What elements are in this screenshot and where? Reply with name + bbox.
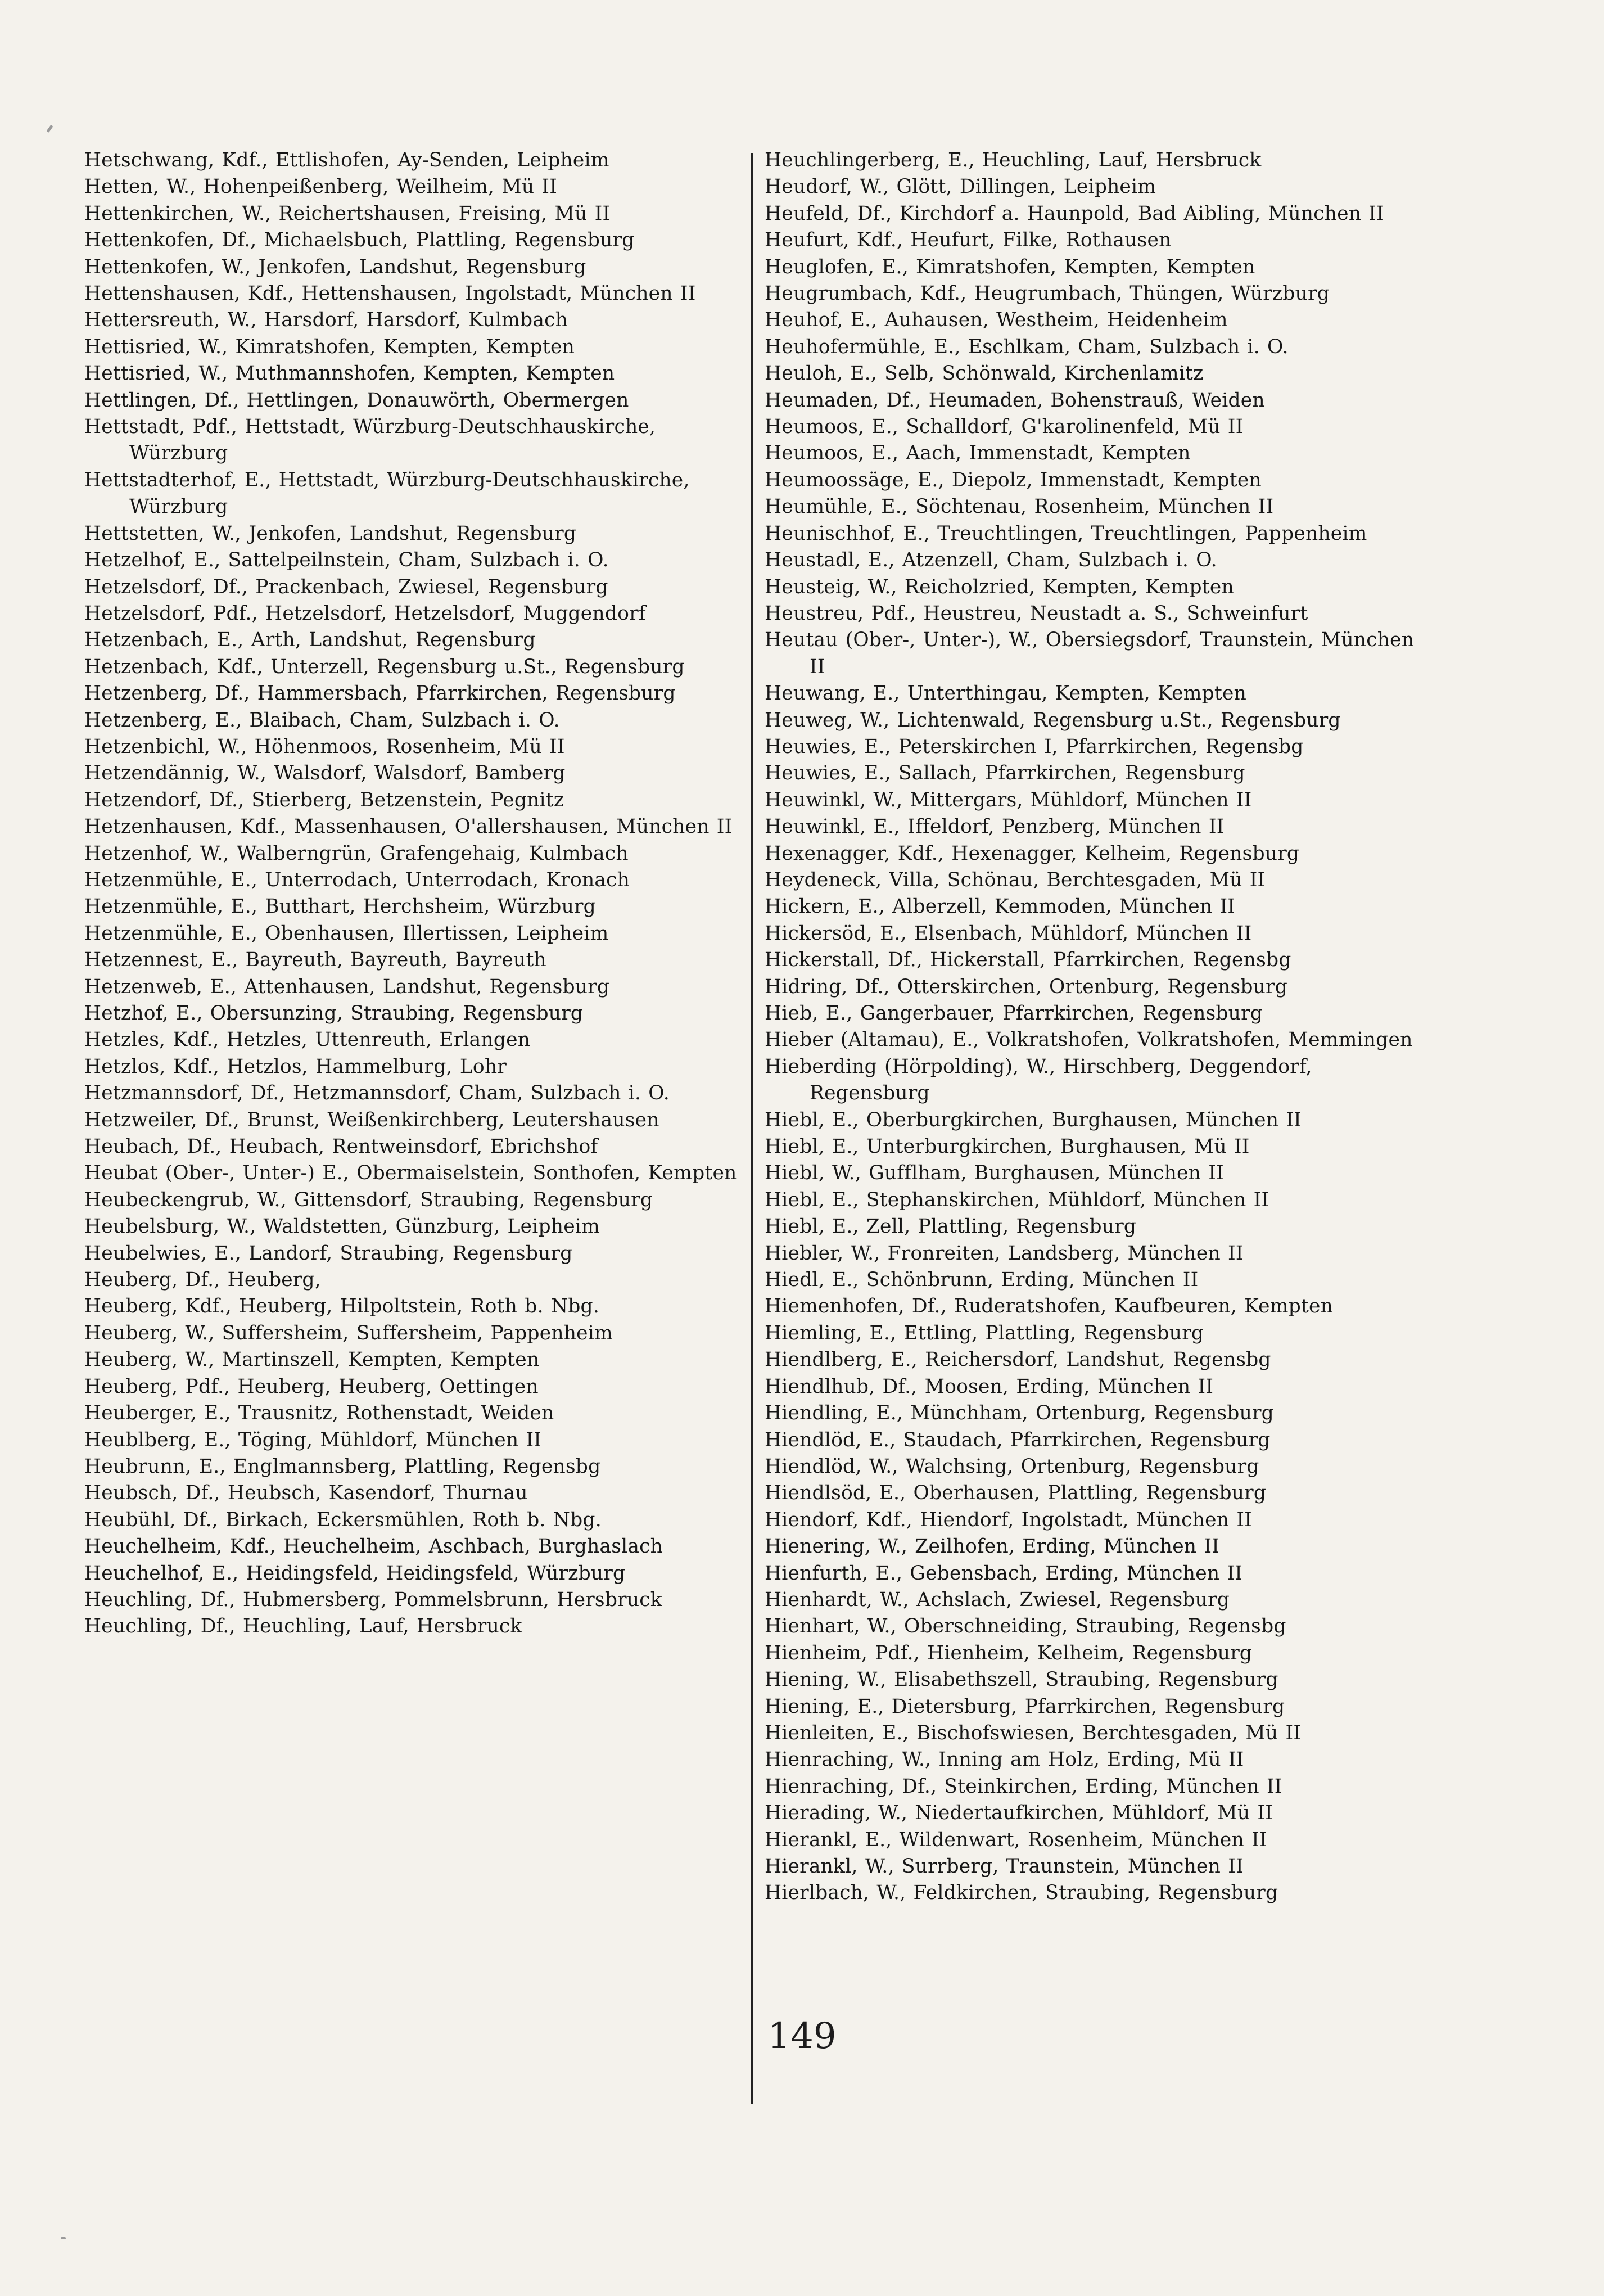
gazetteer-entry: Hetzenweb, E., Attenhausen, Landshut, Regensburg [84, 975, 610, 998]
gazetteer-entry: Heubelsburg, W., Waldstetten, Günzburg, Leipheim [84, 1215, 600, 1238]
gazetteer-entry: Hickersöd, E., Elsenbach, Mühldorf, München II [765, 922, 1252, 945]
gazetteer-entry: Heuchlingerberg, E., Heuchling, Lauf, Hersbruck [765, 149, 1262, 172]
gazetteer-entry: Hetschwang, Kdf., Ettlishofen, Ay-Senden, Leipheim [84, 149, 609, 172]
gazetteer-entry: Heuberg, W., Suffersheim, Suffersheim, Pappenheim [84, 1321, 613, 1345]
gazetteer-entry: Hetzelsdorf, Pdf., Hetzelsdorf, Hetzelsdorf, Muggendorf [84, 602, 646, 625]
gazetteer-entry: Hetzenbach, Kdf., Unterzell, Regensburg u.St., Regensburg [84, 655, 685, 678]
gazetteer-entry: Hetten, W., Hohenpeißenberg, Weilheim, Mü II [84, 175, 558, 199]
gazetteer-entry: Hieber (Altamau), E., Volkratshofen, Volkratshofen, Memmingen [765, 1029, 1413, 1052]
gazetteer-entry: Hettstadterhof, E., Hettstadt, Würzburg-Deutschhauskirche, Würzburg [84, 468, 690, 518]
gazetteer-entry: Hiening, W., Elisabethszell, Straubing, Regensburg [765, 1668, 1278, 1691]
gazetteer-entry: Hienfurth, E., Gebensbach, Erding, München II [765, 1562, 1243, 1585]
gazetteer-entry: Hiebl, E., Unterburgkirchen, Burghausen, Mü II [765, 1135, 1250, 1158]
gazetteer-entry: Heuchelheim, Kdf., Heuchelheim, Aschbach, Burghaslach [84, 1535, 663, 1558]
gazetteer-entry: Heuwinkl, E., Iffeldorf, Penzberg, München II [765, 815, 1225, 838]
scan-speck [46, 125, 53, 133]
gazetteer-entry: Heusteig, W., Reicholzried, Kempten, Kempten [765, 575, 1234, 598]
scan-speck [61, 2237, 66, 2239]
gazetteer-entry: Heuberg, Pdf., Heuberg, Heuberg, Oettingen [84, 1375, 539, 1398]
gazetteer-entry: Hetzenbichl, W., Höhenmoos, Rosenheim, Mü II [84, 735, 565, 758]
gazetteer-entry: Heuberg, Df., Heuberg, [84, 1269, 322, 1292]
gazetteer-entry: Hetzenbach, E., Arth, Landshut, Regensburg [84, 629, 536, 652]
gazetteer-entry: Hettlingen, Df., Hettlingen, Donauwörth, Obermergen [84, 389, 629, 412]
left-column [84, 147, 739, 1640]
gazetteer-entry: Heydeneck, Villa, Schönau, Berchtesgaden, Mü II [765, 868, 1266, 891]
gazetteer-entry: Hexenagger, Kdf., Hexenagger, Kelheim, Regensburg [765, 842, 1300, 865]
gazetteer-entry: Hetzlos, Kdf., Hetzlos, Hammelburg, Lohr [84, 1055, 507, 1078]
column-divider [751, 153, 753, 2104]
gazetteer-entry: Hetzenmühle, E., Butthart, Herchsheim, Würzburg [84, 895, 596, 918]
gazetteer-entry: Hetzendorf, Df., Stierberg, Betzenstein, Pegnitz [84, 788, 564, 811]
gazetteer-entry: Hettenkofen, Df., Michaelsbuch, Plattling, Regensburg [84, 229, 635, 252]
gazetteer-entry: Heumoossäge, E., Diepolz, Immenstadt, Kempten [765, 468, 1262, 491]
gazetteer-entry: Hienhart, W., Oberschneiding, Straubing, Regensbg [765, 1615, 1286, 1638]
gazetteer-entry: Hetzenberg, E., Blaibach, Cham, Sulzbach i. O. [84, 709, 560, 732]
gazetteer-entry: Hetzweiler, Df., Brunst, Weißenkirchberg, Leutershausen [84, 1108, 659, 1131]
gazetteer-entry: Heuberg, W., Martinszell, Kempten, Kempten [84, 1348, 540, 1372]
gazetteer-entry: Hettisried, W., Kimratshofen, Kempten, Kempten [84, 335, 575, 358]
gazetteer-entry: Heustreu, Pdf., Heustreu, Neustadt a. S., Schweinfurt [765, 602, 1308, 625]
gazetteer-entry: Hetzenberg, Df., Hammersbach, Pfarrkirchen, Regensburg [84, 682, 676, 705]
gazetteer-entry: Hiendlöd, E., Staudach, Pfarrkirchen, Regensburg [765, 1428, 1271, 1451]
gazetteer-entry: Hieb, E., Gangerbauer, Pfarrkirchen, Regensburg [765, 1002, 1263, 1025]
right-column [765, 147, 1420, 1907]
gazetteer-entry: Hiendling, E., Münchham, Ortenburg, Regensburg [765, 1402, 1274, 1425]
gazetteer-entry: Hiendlsöd, E., Oberhausen, Plattling, Regensburg [765, 1482, 1267, 1505]
gazetteer-entry: Hetzenmühle, E., Obenhausen, Illertissen, Leipheim [84, 922, 609, 945]
gazetteer-entry: Heuwang, E., Unterthingau, Kempten, Kempten [765, 682, 1247, 705]
gazetteer-entry: Heuwinkl, W., Mittergars, Mühldorf, München II [765, 788, 1252, 811]
gazetteer-entry: Heuberg, Kdf., Heuberg, Hilpoltstein, Roth b. Nbg. [84, 1295, 599, 1318]
gazetteer-entry: Heuchling, Df., Heuchling, Lauf, Hersbruck [84, 1615, 522, 1638]
gazetteer-entry: Heuwies, E., Sallach, Pfarrkirchen, Regensburg [765, 762, 1245, 785]
gazetteer-entry: Hierankl, E., Wildenwart, Rosenheim, München II [765, 1828, 1267, 1851]
gazetteer-entry: Heubsch, Df., Heubsch, Kasendorf, Thurnau [84, 1482, 528, 1505]
gazetteer-entry: Hickern, E., Alberzell, Kemmoden, München II [765, 895, 1236, 918]
gazetteer-entry: Hettenkirchen, W., Reichertshausen, Freising, Mü II [84, 202, 611, 225]
gazetteer-entry: Heufurt, Kdf., Heufurt, Filke, Rothausen [765, 229, 1172, 252]
gazetteer-entry: Hienhardt, W., Achslach, Zwiesel, Regensburg [765, 1588, 1230, 1611]
gazetteer-entry: Hienleiten, E., Bischofswiesen, Berchtesgaden, Mü II [765, 1721, 1302, 1744]
page-number: 149 [767, 2015, 837, 2057]
gazetteer-entry: Heumoos, E., Schalldorf, G'karolinenfeld, Mü II [765, 416, 1244, 439]
gazetteer-entry: Hetzenmühle, E., Unterrodach, Unterrodach, Kronach [84, 868, 630, 891]
gazetteer-entry: Hetzendännig, W., Walsdorf, Walsdorf, Bamberg [84, 762, 566, 785]
gazetteer-entry: Heuweg, W., Lichtenwald, Regensburg u.St., Regensburg [765, 709, 1341, 732]
gazetteer-entry: Heustadl, E., Atzenzell, Cham, Sulzbach i. O. [765, 549, 1217, 572]
gazetteer-entry: Heumoos, E., Aach, Immenstadt, Kempten [765, 442, 1191, 465]
gazetteer-entry: Heugrumbach, Kdf., Heugrumbach, Thüngen, Würzburg [765, 282, 1330, 305]
gazetteer-entry: Heuchelhof, E., Heidingsfeld, Heidingsfeld, Würzburg [84, 1562, 626, 1585]
gazetteer-entry: Heuglofen, E., Kimratshofen, Kempten, Kempten [765, 255, 1255, 278]
gazetteer-entry: Hettenkofen, W., Jenkofen, Landshut, Regensburg [84, 255, 586, 278]
gazetteer-entry: Hiebl, E., Stephanskirchen, Mühldorf, München II [765, 1188, 1269, 1211]
gazetteer-entry: Hienheim, Pdf., Hienheim, Kelheim, Regensburg [765, 1641, 1253, 1665]
gazetteer-entry: Hierankl, W., Surrberg, Traunstein, München II [765, 1855, 1244, 1878]
gazetteer-entry: Hetzelsdorf, Df., Prackenbach, Zwiesel, Regensburg [84, 575, 608, 598]
gazetteer-entry: Hiebl, E., Oberburgkirchen, Burghausen, München II [765, 1108, 1302, 1131]
gazetteer-entry: Hiendlhub, Df., Moosen, Erding, München II [765, 1375, 1214, 1398]
gazetteer-entry: Hierlbach, W., Feldkirchen, Straubing, Regensburg [765, 1882, 1278, 1905]
gazetteer-entry: Heuloh, E., Selb, Schönwald, Kirchenlamitz [765, 362, 1204, 385]
gazetteer-entry: Heubelwies, E., Landorf, Straubing, Regensburg [84, 1242, 573, 1265]
gazetteer-entry: Hiening, E., Dietersburg, Pfarrkirchen, Regensburg [765, 1695, 1285, 1718]
gazetteer-entry: Hienraching, W., Inning am Holz, Erding, Mü II [765, 1748, 1244, 1771]
gazetteer-entry: Hickerstall, Df., Hickerstall, Pfarrkirchen, Regensbg [765, 949, 1291, 972]
gazetteer-entry: Hiebler, W., Fronreiten, Landsberg, München II [765, 1242, 1244, 1265]
gazetteer-entry: Hettstadt, Pdf., Hettstadt, Würzburg-Deutschhauskirche, Würzburg [84, 416, 656, 465]
gazetteer-entry: Heuberger, E., Trausnitz, Rothenstadt, Weiden [84, 1402, 554, 1425]
gazetteer-entry: Hiebl, W., Gufflham, Burghausen, München II [765, 1162, 1224, 1185]
gazetteer-entry: Heumühle, E., Söchtenau, Rosenheim, München II [765, 495, 1274, 518]
gazetteer-entry: Heubeckengrub, W., Gittensdorf, Straubing, Regensburg [84, 1188, 653, 1211]
gazetteer-entry: Heubat (Ober-, Unter-) E., Obermaiselstein, Sonthofen, Kempten [84, 1162, 737, 1185]
gazetteer-entry: Heufeld, Df., Kirchdorf a. Haunpold, Bad Aibling, München II [765, 202, 1384, 225]
gazetteer-entry: Hierading, W., Niedertaufkirchen, Mühldorf, Mü II [765, 1802, 1273, 1825]
gazetteer-entry: Hiendlberg, E., Reichersdorf, Landshut, Regensbg [765, 1348, 1271, 1372]
gazetteer-entry: Hetzhof, E., Obersunzing, Straubing, Regensburg [84, 1002, 584, 1025]
gazetteer-entry: Heuwies, E., Peterskirchen I, Pfarrkirchen, Regensbg [765, 735, 1304, 758]
gazetteer-entry: Heublberg, E., Töging, Mühldorf, München II [84, 1428, 542, 1451]
gazetteer-entry: Hiemenhofen, Df., Ruderatshofen, Kaufbeuren, Kempten [765, 1295, 1334, 1318]
gazetteer-entry: Heubühl, Df., Birkach, Eckersmühlen, Roth b. Nbg. [84, 1508, 602, 1531]
gazetteer-entry: Hetzennest, E., Bayreuth, Bayreuth, Bayreuth [84, 949, 546, 972]
gazetteer-entry: Heuchling, Df., Hubmersberg, Pommelsbrunn, Hersbruck [84, 1588, 662, 1611]
gazetteer-entry: Hettersreuth, W., Harsdorf, Harsdorf, Kulmbach [84, 309, 568, 332]
gazetteer-entry: Hiebl, E., Zell, Plattling, Regensburg [765, 1215, 1137, 1238]
gazetteer-entry: Hieberding (Hörpolding), W., Hirschberg, Deggendorf, Regensburg [765, 1055, 1312, 1105]
gazetteer-entry: Heunischhof, E., Treuchtlingen, Treuchtlingen, Pappenheim [765, 522, 1367, 545]
gazetteer-page [84, 147, 1422, 2127]
gazetteer-entry: Heutau (Ober-, Unter-), W., Obersiegsdorf, Traunstein, München II [765, 629, 1415, 678]
gazetteer-entry: Hettisried, W., Muthmannshofen, Kempten, Kempten [84, 362, 615, 385]
gazetteer-entry: Hiemling, E., Ettling, Plattling, Regensburg [765, 1321, 1204, 1345]
gazetteer-entry: Hetzenhausen, Kdf., Massenhausen, O'allershausen, München II [84, 815, 733, 838]
gazetteer-entry: Heubach, Df., Heubach, Rentweinsdorf, Ebrichshof [84, 1135, 598, 1158]
gazetteer-entry: Hiendlöd, W., Walchsing, Ortenburg, Regensburg [765, 1455, 1259, 1478]
gazetteer-entry: Heuhof, E., Auhausen, Westheim, Heidenheim [765, 309, 1228, 332]
gazetteer-entry: Hidring, Df., Otterskirchen, Ortenburg, Regensburg [765, 975, 1288, 998]
gazetteer-entry: Heuhofermühle, E., Eschlkam, Cham, Sulzbach i. O. [765, 335, 1289, 358]
gazetteer-entry: Heudorf, W., Glött, Dillingen, Leipheim [765, 175, 1156, 199]
gazetteer-entry: Hiedl, E., Schönbrunn, Erding, München II [765, 1269, 1199, 1292]
gazetteer-entry: Hienraching, Df., Steinkirchen, Erding, München II [765, 1775, 1282, 1798]
gazetteer-entry: Hetzenhof, W., Walberngrün, Grafengehaig, Kulmbach [84, 842, 629, 865]
gazetteer-entry: Hienering, W., Zeilhofen, Erding, München II [765, 1535, 1220, 1558]
gazetteer-entry: Hiendorf, Kdf., Hiendorf, Ingolstadt, München II [765, 1508, 1252, 1531]
gazetteer-entry: Hettenshausen, Kdf., Hettenshausen, Ingolstadt, München II [84, 282, 696, 305]
gazetteer-entry: Hetzles, Kdf., Hetzles, Uttenreuth, Erlangen [84, 1029, 531, 1052]
gazetteer-entry: Heumaden, Df., Heumaden, Bohenstrauß, Weiden [765, 389, 1265, 412]
gazetteer-entry: Hetzmannsdorf, Df., Hetzmannsdorf, Cham, Sulzbach i. O. [84, 1082, 670, 1105]
gazetteer-entry: Hettstetten, W., Jenkofen, Landshut, Regensburg [84, 522, 577, 545]
gazetteer-entry: Hetzelhof, E., Sattelpeilnstein, Cham, Sulzbach i. O. [84, 549, 609, 572]
gazetteer-entry: Heubrunn, E., Englmannsberg, Plattling, Regensbg [84, 1455, 601, 1478]
